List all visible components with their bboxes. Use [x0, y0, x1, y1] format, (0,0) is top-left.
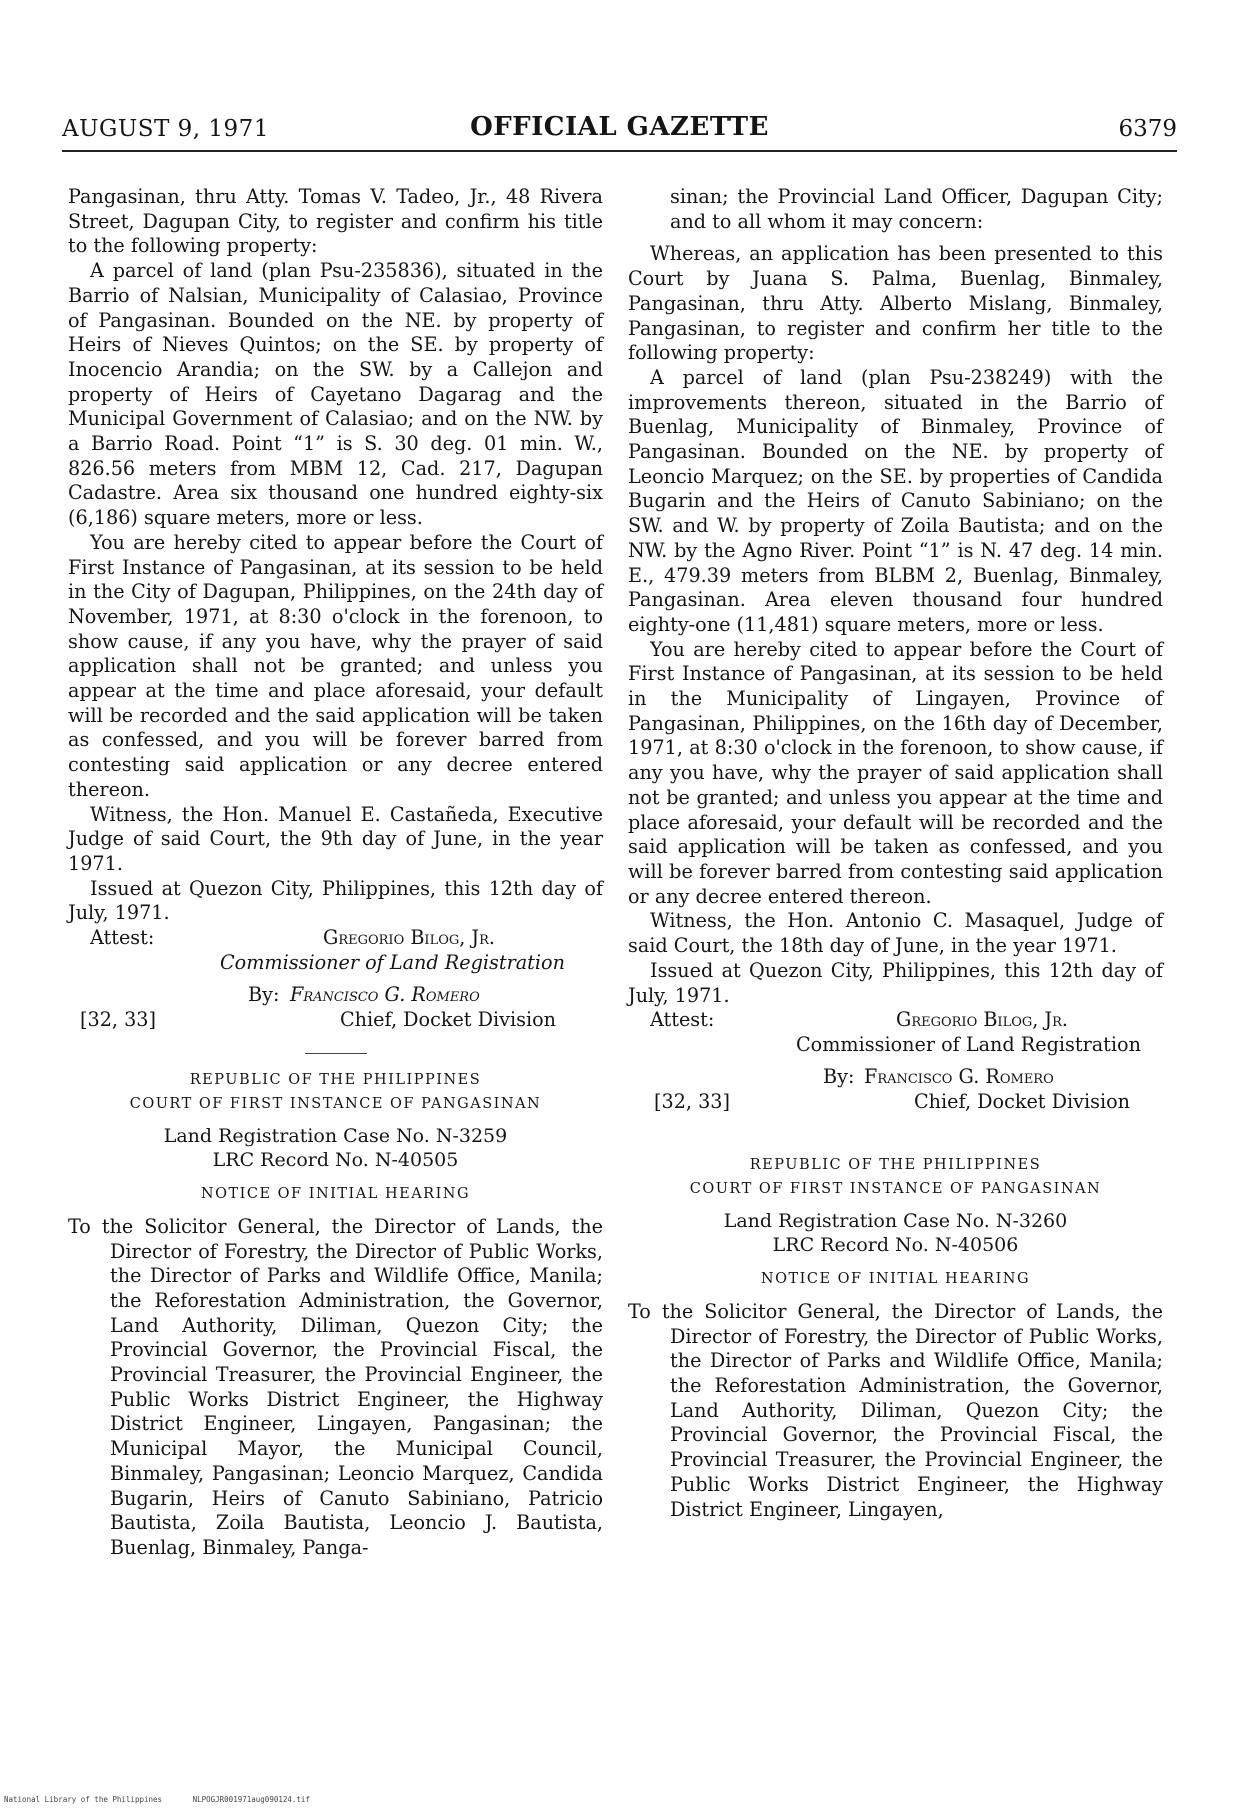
gazette-title: OFFICIAL GAZETTE: [470, 112, 769, 142]
signer-title: Commissioner of Land Registration: [796, 1033, 1141, 1057]
court-heading: COURT OF FIRST INSTANCE OF PANGASINAN: [689, 1181, 1102, 1198]
attest-label: Attest:: [650, 1008, 715, 1032]
deputy-title-line: [68, 1008, 603, 1033]
deputy-title: Chief, Docket Division: [914, 1090, 1131, 1114]
page-number: 6379: [1118, 116, 1177, 142]
witness-paragraph: Witness, the Hon. Manuel E. Castañeda, Executive Judge of said Court, the 9th day of June, in the year 1971.: [68, 802, 603, 875]
issued-paragraph: Issued at Quezon City, Philippines, this 12th day of July, 1971.: [628, 958, 1163, 1007]
lrc-record-number: LRC Record No. N-40506: [772, 1234, 1019, 1257]
lrc-record-number: LRC Record No. N-40505: [212, 1149, 459, 1172]
notice-heading: NOTICE OF INITIAL HEARING: [200, 1186, 471, 1203]
attest-line: [628, 1008, 1163, 1033]
citation-paragraph: You are hereby cited to appear before the Court of First Instance of Pangasinan, at its session to be held in the Municipality of Lingayen, Province of Pangasinan, Philippines, on the 16th day of December, 1971, at 8:30 o'clock in the forenoon, to show cause, if any you have, why the prayer of said application shall not be granted; and unless you appear at the time and place aforesaid, your default will be recorded and the said application will be taken as confessed, and you will be forever barred from contesting said application or any decree entered thereon.: [628, 637, 1163, 908]
signer-title: Commissioner of Land Registration: [220, 951, 565, 975]
issue-date: AUGUST 9, 1971: [62, 116, 269, 142]
left-column: [68, 185, 603, 1561]
republic-heading: REPUBLIC OF THE PHILIPPINES: [749, 1157, 1042, 1174]
addressees-paragraph: To the Solicitor General, the Director of Lands, the Director of Forestry, the Director of Public Works, the Director of Parks and Wildlife Office, Manila; the Reforestation Administration, the Governor, Land Authority, Diliman, Quezon City; the Provincial Governor, the Provincial Fiscal, the Provincial Treasurer, the Provincial Engineer, the Public Works District Engineer, the Highway District Engineer, Lingayen,: [628, 1299, 1163, 1521]
by-line: [628, 1065, 1163, 1090]
addressees-paragraph: To the Solicitor General, the Director of Lands, the Director of Forestry, the Director of Public Works, the Director of Parks and Wildlife Office, Manila; the Reforestation Administration, the Governor, Land Authority, Diliman, Quezon City; the Provincial Governor, the Provincial Fiscal, the Provincial Treasurer, the Provincial Engineer, the Public Works District Engineer, the Highway District Engineer, Lingayen, Pangasinan; the Municipal Mayor, the Municipal Council, Binmaley, Pangasinan; Leoncio Marquez, Candida Bugarin, Heirs of Canuto Sabiniano, Patricio Bautista, Zoila Bautista, Leoncio J. Bautista, Buenlag, Binmaley, Panga-: [68, 1214, 603, 1559]
header-rule: [62, 150, 1177, 152]
witness-paragraph: Witness, the Hon. Antonio C. Masaquel, Judge of said Court, the 18th day of June, in the year 1971.: [628, 909, 1163, 958]
issued-paragraph: Issued at Quezon City, Philippines, this 12th day of July, 1971.: [68, 876, 603, 925]
republic-heading: REPUBLIC OF THE PHILIPPINES: [189, 1072, 482, 1089]
reference-number: [32, 33]: [654, 1090, 731, 1114]
by-label: By:: [823, 1065, 855, 1089]
deputy-title-line: [628, 1090, 1163, 1115]
deputy-name: Francisco G. Romero: [290, 983, 480, 1007]
addressees-continued: sinan; the Provincial Land Officer, Dagupan City; and to all whom it may concern:: [670, 185, 1163, 233]
scan-filename: NLPOGJR001971aug090124.tif: [192, 1795, 310, 1804]
by-label: By:: [248, 983, 280, 1007]
deputy-name: Francisco G. Romero: [864, 1065, 1054, 1089]
case-number: Land Registration Case No. N-3259: [163, 1125, 508, 1148]
signer-title-line: [628, 1033, 1163, 1058]
right-column: [628, 185, 1163, 1522]
attest-label: Attest:: [90, 926, 155, 950]
deputy-title: Chief, Docket Division: [340, 1008, 557, 1032]
signer-title-line: [68, 951, 603, 976]
property-description: A parcel of land (plan Psu-238249) with the improvements thereon, situated in the Barrio of Buenlag, Municipality of Binmaley, Province of Pangasinan. Bounded on the NE. by property of Leoncio Marquez; on the SE. by properties of Candida Bugarin and the Heirs of Canuto Sabiniano; on the SW. and W. by property of Zoila Bautista; and on the NW. by the Agno River. Point “1” is N. 47 deg. 14 min. E., 479.39 meters from BLBM 2, Buenlag, Binmaley, Pangasinan. Area eleven thousand four hundred eighty-one (11,481) square meters, more or less.: [628, 365, 1163, 636]
signer-name: Gregorio Bilog, Jr.: [896, 1008, 1069, 1032]
notice-heading: NOTICE OF INITIAL HEARING: [760, 1271, 1031, 1288]
library-credit: National Library of the Philippines: [4, 1795, 163, 1804]
by-line: [68, 983, 603, 1008]
property-description: A parcel of land (plan Psu-235836), situated in the Barrio of Nalsian, Municipality of Calasiao, Province of Pangasinan. Bounded on the NE. by property of Heirs of Nieves Quintos; on the SE. by property of Inocencio Arandia; on the SW. by a Callejon and property of Heirs of Cayetano Dagarag and the Municipal Government of Calasiao; and on the NW. by a Barrio Road. Point “1” is S. 30 deg. 01 min. W., 826.56 meters from MBM 12, Cad. 217, Dagupan Cadastre. Area six thousand one hundred eighty-six (6,186) square meters, more or less.: [68, 259, 603, 530]
attest-line: [68, 926, 603, 951]
page-header: [62, 112, 1177, 148]
case-number: Land Registration Case No. N-3260: [723, 1210, 1068, 1233]
intro-text: Pangasinan, thru Atty. Tomas V. Tadeo, Jr., 48 Rivera Street, Dagupan City, to register and confirm his title to the following property:: [68, 185, 603, 258]
whereas-paragraph: Whereas, an application has been presented to this Court by Juana S. Palma, Buenlag, Binmaley, Pangasinan, thru Atty. Alberto Mislang, Binmaley, Pangasinan, to register and confirm her title to the following property:: [628, 242, 1163, 365]
section-divider: [305, 1053, 367, 1054]
signer-name: Gregorio Bilog, Jr.: [323, 926, 496, 950]
court-heading: COURT OF FIRST INSTANCE OF PANGASINAN: [129, 1096, 542, 1113]
scan-footer: [4, 1795, 336, 1804]
citation-paragraph: You are hereby cited to appear before the Court of First Instance of Pangasinan, at its session to be held in the City of Dagupan, Philippines, on the 24th day of November, 1971, at 8:30 o'clock in the forenoon, to show cause, if any you have, why the prayer of said application shall not be granted; and unless you appear at the time and place aforesaid, your default will be recorded and the said application will be taken as confessed, and you will be forever barred from contesting said application or any decree entered thereon.: [68, 530, 603, 801]
reference-number: [32, 33]: [80, 1008, 157, 1032]
